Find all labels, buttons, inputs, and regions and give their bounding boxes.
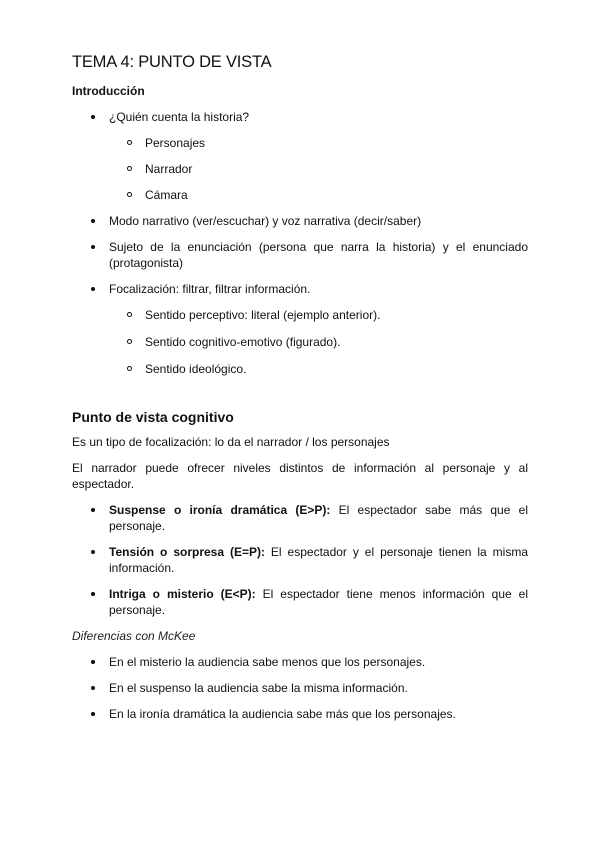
document-page (72, 52, 528, 722)
list-subitem-text: Sentido cognitivo-emotivo (figurado). (145, 335, 341, 349)
list-item (72, 502, 528, 534)
list-subitem-text: Sentido perceptivo: literal (ejemplo anterior). (145, 308, 381, 322)
list-subitem-text: Narrador (145, 162, 193, 176)
mckee-list (72, 654, 528, 722)
list-item-text: El espectador sabe más que el personaje. (109, 503, 528, 533)
list-item-text: En el misterio la audiencia sabe menos que los personajes. (109, 655, 426, 669)
list-item-term: Tensión o sorpresa (E=P): (109, 545, 265, 559)
mckee-label: Diferencias con McKee (72, 629, 196, 643)
list-subitem (72, 161, 528, 177)
list-subitem (72, 361, 528, 377)
list-item-text: El espectador y el personaje tienen la misma información. (109, 545, 528, 575)
cognitive-list (72, 502, 528, 618)
list-subitem (72, 187, 528, 203)
list-subitem-text: Cámara (145, 188, 188, 202)
list-item-text: Modo narrativo (ver/escuchar) y voz narrativa (decir/saber) (109, 214, 422, 228)
list-item-text: En la ironía dramática la audiencia sabe más que los personajes. (109, 707, 456, 721)
list-subitem (72, 135, 528, 151)
intro-heading: Introducción (72, 84, 145, 98)
list-item (72, 680, 528, 696)
list-item (72, 544, 528, 576)
list-item-text: Sujeto de la enunciación (persona que narra la historia) y el enunciado (protagonista) (109, 240, 528, 270)
page-title: TEMA 4: PUNTO DE VISTA (72, 53, 272, 71)
list-item-term: Intriga o misterio (E<P): (109, 587, 256, 601)
list-item (72, 706, 528, 722)
paragraph: El narrador puede ofrecer niveles distintos de información al personaje y al espectador. (72, 461, 528, 491)
list-item-text: El espectador tiene menos información que el personaje. (109, 587, 528, 617)
list-item (72, 654, 528, 670)
list-subitem-text: Personajes (145, 136, 206, 150)
list-item-term: Suspense o ironía dramática (E>P): (109, 503, 331, 517)
list-item-text: Focalización: filtrar, filtrar información. (109, 282, 311, 296)
list-subitem-text: Sentido ideológico. (145, 362, 247, 376)
paragraph: Es un tipo de focalización: lo da el narrador / los personajes (72, 435, 390, 449)
list-item-text: ¿Quién cuenta la historia? (109, 110, 250, 124)
list-item (72, 586, 528, 618)
intro-list (72, 109, 528, 377)
list-item (72, 281, 528, 297)
list-subitem (72, 334, 528, 350)
list-item (72, 213, 528, 229)
list-item (72, 109, 528, 125)
list-item-text: En el suspenso la audiencia sabe la misma información. (109, 681, 408, 695)
list-item (72, 239, 528, 271)
list-subitem (72, 307, 528, 323)
section-heading: Punto de vista cognitivo (72, 409, 234, 425)
